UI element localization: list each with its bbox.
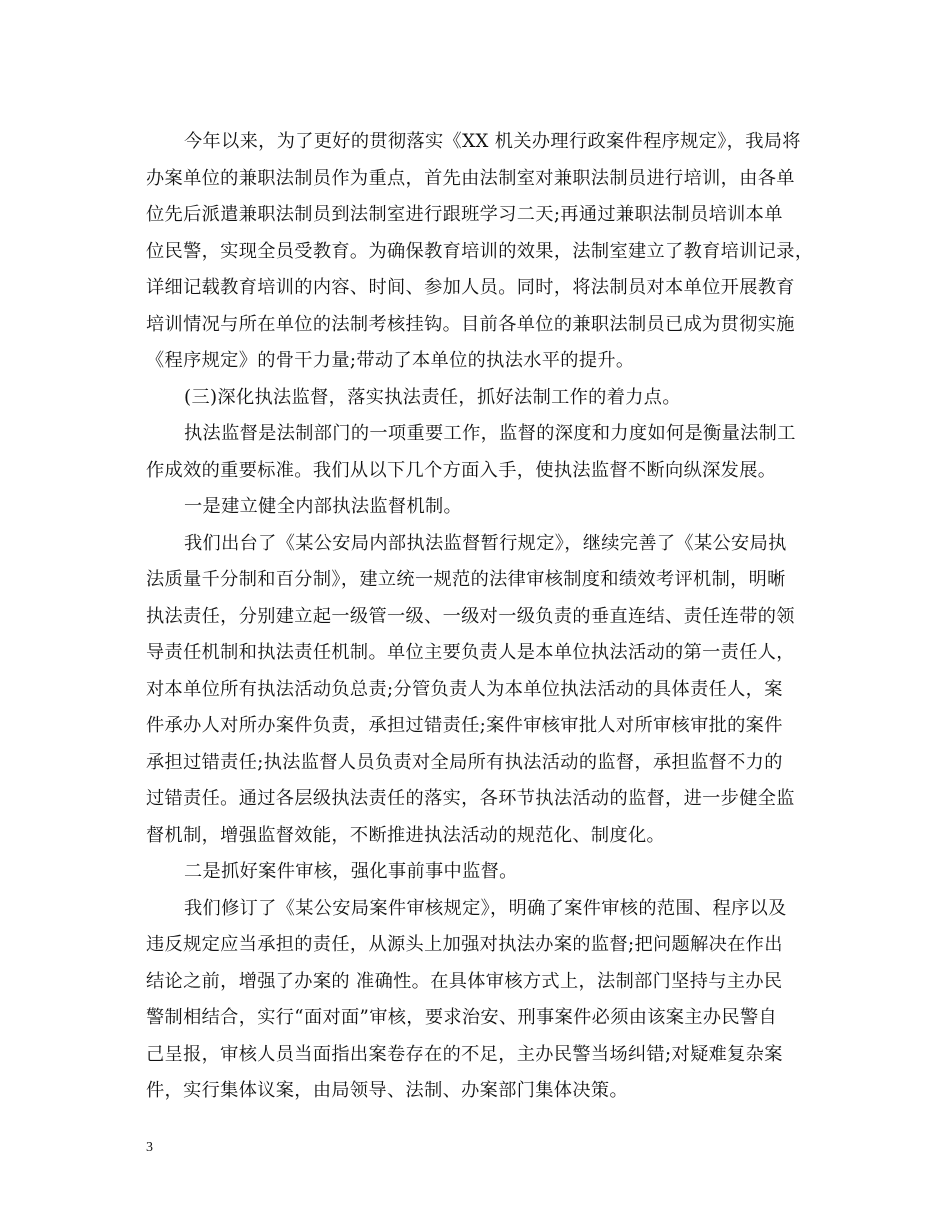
section-heading: (三)深化执法监督，落实执法责任，抓好法制工作的着力点。: [184, 386, 681, 408]
paragraph-line: 导责任机制和执法责任机制。单位主要负责人是本单位执法活动的第一责任人，: [146, 642, 795, 663]
paragraph-line: 对本单位所有执法活动负总责;分管负责人为本单位执法活动的具体责任人，案: [146, 678, 783, 700]
paragraph-line: 结论之前，增强了办案的 准确性。在具体审核方式上，法制部门坚持与主办民: [146, 970, 783, 992]
paragraph-line: 督机制，增强监督效能，不断推进执法活动的规范化、制度化。: [146, 824, 666, 846]
paragraph-line: 作成效的重要标准。我们从以下几个方面入手，使执法监督不断向纵深发展。: [146, 459, 777, 481]
paragraph-line: 法质量千分制和百分制》，建立统一规范的法律审核制度和绩效考评机制，明晰: [146, 569, 786, 590]
paragraph-line: 培训情况与所在单位的法制考核挂钩。目前各单位的兼职法制员已成为贯彻实施: [146, 313, 795, 335]
paragraph-line: 位先后派遣兼职法制员到法制室进行跟班学习二天;再通过兼职法制员培训本单: [146, 204, 783, 225]
paragraph-line: 执法责任，分别建立起一级管一级、一级对一级负责的垂直连结、责任连带的领: [146, 605, 795, 627]
paragraph-line: 位民警，实现全员受教育。为确保教育培训的效果，法制室建立了教育培训记录，: [146, 240, 814, 262]
subsection-heading: 一是建立健全内部执法监督机制。: [184, 496, 463, 517]
paragraph-line: 过错责任。通过各层级执法责任的落实，各环节执法活动的监督，进一步健全监: [146, 788, 795, 809]
paragraph-line: 执法监督是法制部门的一项重要工作，监督的深度和力度如何是衡量法制工: [184, 423, 796, 444]
page-number: 3: [146, 1140, 153, 1155]
subsection-heading: 二是抓好案件审核，强化事前事中监督。: [184, 861, 518, 882]
paragraph-line: 办案单位的兼职法制员作为重点，首先由法制室对兼职法制员进行培训，由各单: [146, 167, 795, 189]
paragraph-line: 承担过错责任;执法监督人员负责对全局所有执法活动的监督，承担监督不力的: [146, 751, 783, 773]
paragraph-line: 我们出台了《某公安局内部执法监督暂行规定》，继续完善了《某公安局执: [184, 532, 787, 554]
paragraph-line: 今年以来，为了更好的贯彻落实《XX 机关办理行政案件程序规定》，我局将: [184, 131, 801, 152]
paragraph-line: 件，实行集体议案，由局领导、法制、办案部门集体决策。: [146, 1080, 628, 1101]
paragraph-line: 违反规定应当承担的责任，从源头上加强对执法办案的监督;把问题解决在作出: [146, 934, 783, 955]
body-text: [146, 124, 814, 1110]
paragraph-line: 警制相结合，实行“面对面”审核，要求治安、刑事案件必须由该案主办民警自: [146, 1007, 778, 1028]
paragraph-line: 我们修订了《某公安局案件审核规定》，明确了案件审核的范围、程序以及: [184, 897, 787, 919]
paragraph-line: 己呈报，审核人员当面指出案卷存在的不足，主办民警当场纠错;对疑难复杂案: [146, 1043, 783, 1065]
paragraph-line: 件承办人对所办案件负责，承担过错责任;案件审核审批人对所审核审批的案件: [146, 715, 783, 736]
paragraph-line: 《程序规定》的骨干力量;带动了本单位的执法水平的提升。: [146, 350, 635, 371]
paragraph-line: 详细记载教育培训的内容、时间、参加人员。同时，将法制员对本单位开展教育: [146, 277, 795, 298]
